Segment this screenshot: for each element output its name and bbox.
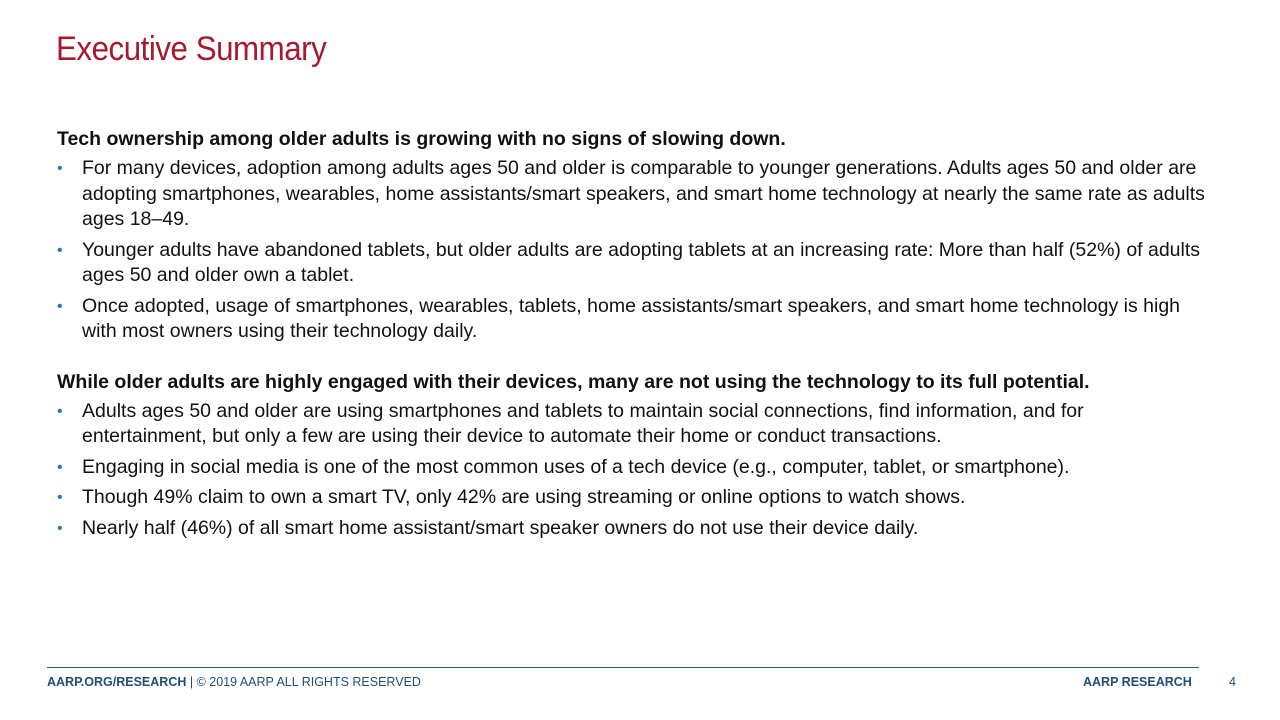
bullet-list <box>57 399 1207 542</box>
bullet-text: Engaging in social media is one of the most common uses of a tech device (e.g., computer, tablet, or smartphone). <box>82 455 1070 478</box>
bullet-text: Though 49% claim to own a smart TV, only 42% are using streaming or online options to watch shows. <box>82 486 966 508</box>
bullet-text: Once adopted, usage of smartphones, wearables, tablets, home assistants/smart speakers, and smart home technology is high with most owners using their technology daily. <box>82 294 1181 342</box>
section-engagement <box>57 369 1207 542</box>
bullet-text: For many devices, adoption among adults ages 50 and older is comparable to younger generations. Adults ages 50 and older are adopting smartphones, wearables, home assistants/smart speakers, and smart home technology at nearly the same rate as adults ages 18–49. <box>82 157 1205 230</box>
section-heading: While older adults are highly engaged with their devices, many are not using the technology to its full potential. <box>57 370 1090 393</box>
footer-divider <box>47 667 1199 668</box>
bullet-icon: • <box>57 402 63 420</box>
footer-brand: AARP RESEARCH <box>1083 675 1192 689</box>
bullet-list <box>57 156 1207 345</box>
slide-content <box>57 126 1207 565</box>
bullet-text: Nearly half (46%) of all smart home assistant/smart speaker owners do not use their device daily. <box>82 516 919 539</box>
bullet-icon: • <box>57 458 63 476</box>
list-item <box>57 238 1207 289</box>
list-item <box>57 516 1207 542</box>
section-heading: Tech ownership among older adults is growing with no signs of slowing down. <box>57 128 786 150</box>
footer-site-link[interactable]: AARP.ORG/RESEARCH <box>47 675 187 689</box>
page-title: Executive Summary <box>56 30 327 68</box>
bullet-icon: • <box>57 519 63 537</box>
bullet-text: Adults ages 50 and older are using smartphones and tablets to maintain social connections, find information, and for entertainment, but only a few are using their device to automate their home or conduct transactions. <box>82 399 1084 447</box>
section-tech-ownership <box>57 126 1207 345</box>
list-item <box>57 399 1207 450</box>
page-number: 4 <box>1229 675 1236 689</box>
list-item <box>57 156 1207 233</box>
bullet-text: Younger adults have abandoned tablets, but older adults are adopting tablets at an increasing rate: More than half (52%) of adults ages 50 and older own a tablet. <box>82 238 1201 286</box>
list-item <box>57 485 1207 511</box>
bullet-icon: • <box>57 489 63 506</box>
footer-copyright <box>47 675 421 689</box>
bullet-icon: • <box>57 160 63 177</box>
list-item <box>57 455 1207 481</box>
list-item <box>57 294 1207 345</box>
bullet-icon: • <box>57 241 63 259</box>
bullet-icon: • <box>57 297 63 315</box>
footer-rights-text: | © 2019 AARP ALL RIGHTS RESERVED <box>186 675 421 689</box>
